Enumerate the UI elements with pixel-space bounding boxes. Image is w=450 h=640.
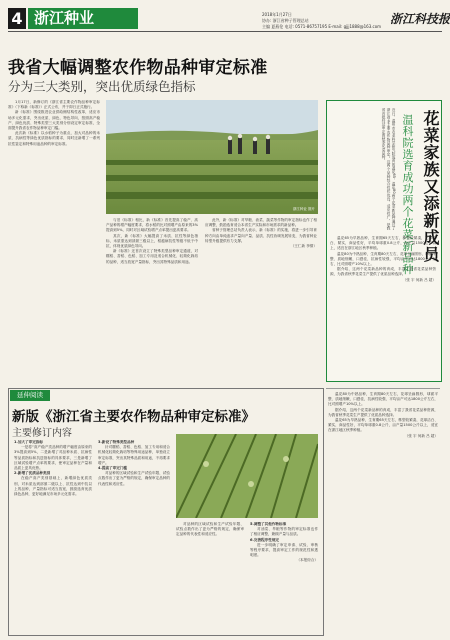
bottom-section-text: 对油菜、旱粮等作物的审定标准也作了相应调整，兼顾产量与品质。 — [250, 527, 318, 537]
side-body-para: 温花80为中熟品种，生育期80天左右，花球呈扁圆形，球面平整、质地细嫩，口感佳，抗病性较强，平均亩产可达1800公斤左右，比对照增产10%以上。 — [330, 251, 436, 267]
side-body-para: 温花65为早熟品种，生育期65天左右，株型较紧凑，花球洁白、紧实，商品性好，平均单球重0.8公斤，亩产量1500公斤以上，适宜在浙江地区秋季种植。 — [330, 236, 436, 251]
lead-col-3 — [205, 218, 317, 378]
side-body-col — [330, 236, 436, 376]
lead-photo — [106, 100, 318, 214]
right-bottom-para: 据介绍，这两个花菜新品种的育成，丰富了我省花菜品种资源，为我省秋季花菜生产提供了优质品种选择。 — [328, 407, 438, 417]
lead-headline: 我省大幅调整农作物品种审定标准 — [8, 58, 268, 78]
right-bottom-credit: （张 宇 何新 吕 超） — [404, 433, 438, 438]
lead-col2-para: 其次，新《标准》大幅提高了米质、抗性等绿色指标，米质需达到部颁三级以上，稻瘟病抗性等级不低于中抗，体现优质绿色导向。 — [106, 233, 198, 249]
bottom-col-3 — [176, 522, 244, 630]
lead-col1-para: 1月17日，新修订的《浙江省主要农作物品种审定标准》（下称新《标准》）正式公布，并于即日正式施行。 — [8, 100, 100, 110]
bottom-section-text: 针对糯稻、香稻、色稻、加工专用和适合机械化轻简化栽培等特殊用途品种，单独设立审定标准，突出其特殊品质和用途，不再要求增产。 — [98, 445, 170, 465]
bottom-credit: （本报综合） — [296, 558, 318, 563]
header-rule — [8, 31, 442, 32]
bottom-col-2 — [98, 440, 170, 630]
side-body-para: 据介绍，这两个花菜新品种的育成，丰富了我省花菜品种资源，为我省秋季花菜生产提供了优质品种选择。 — [330, 267, 436, 277]
bottom-col-1 — [14, 440, 92, 630]
bottom-section-text: 在稳产高产类别基础上，新增绿色优质类别，对米质达到部颁二级以上、抗性达到中抗以上的品种，产量指标可适当放宽，鼓励选育优质绿色品种，更好地满足市场多元化需求。 — [14, 476, 92, 497]
lead-col2-para: 与旧《标准》相比，新《标准》首先提高了稳产、高产品种的增产幅度要求，将水稻的比对照增产由原来的3%提高到5%，同时对区域试验增产点率提出更高要求。 — [106, 218, 198, 233]
right-bottom-para: 温花65为早熟品种，生育期65天左右，株型较紧凑，花球洁白、紧实，商品性好，平均单球重0.8公斤，亩产量1500公斤以上，适宜在浙江地区秋季种植。 — [328, 418, 438, 433]
bottom-photo — [176, 434, 318, 518]
lead-col3-para: 此外，新《标准》对旱粮、油菜、蔬菜等作物的审定指标也作了相应调整，鼓励选育适合本省生产实际和市场需求的新品种。 — [205, 218, 317, 228]
page-number-badge: 4 — [8, 8, 26, 29]
side-body-credit: （张 宇 何新 吕 超） — [402, 277, 436, 282]
bottom-section-title: 5.调整了其他作物标准 — [250, 522, 287, 526]
field-photo-illustration — [106, 100, 318, 214]
bottom-subhead: 主要修订内容 — [12, 428, 72, 439]
section-title: 浙江种业 — [34, 9, 95, 27]
bottom-section-title: 3.新设了特殊类型品种 — [98, 440, 135, 444]
lead-col3-para: 省种子管理总站负责人表示，新《标准》的实施，将进一步引导育种方向由单纯追求产量向产量、品质、抗性协调发展转变，为我省种业转型升级提供有力支撑。 — [205, 228, 317, 243]
bottom-col-4 — [250, 522, 318, 630]
bottom-section-title: 4.提高了审定门槛 — [98, 466, 128, 471]
header-editor-line: 协办: 浙江省种子管理总站 — [262, 18, 309, 23]
bottom-section-text: 进一步明确了审定申请、试验、审核等程序要求，提高审定工作的规范性和透明度。 — [250, 542, 318, 558]
crop-photo-illustration — [176, 434, 318, 518]
lead-col2-para: 新《标准》还首次设立了特殊类型品种审定通道，对糯稻、香稻、色稻、加工专用及适合机械化、轻简化栽培的品种，适当放宽产量指标，突出其特殊品质和用途。 — [106, 249, 198, 264]
bottom-tag: 延伸阅读 — [10, 390, 50, 401]
section-banner — [28, 8, 138, 29]
masthead-logo: 浙江科技报 — [390, 12, 450, 26]
header-contact: 主编 夏燕伦 电话: 0571-86757195 E-mail: gjjj1888@163.com — [262, 24, 382, 29]
bottom-section-text-cont: 对品种的区域试验和生产试验年限、试验点数作出了更为严格的规定，确保审定品种的代表性和适应性。 — [176, 522, 244, 537]
bottom-headline: 新版《浙江省主要农作物品种审定标准》 — [12, 409, 255, 425]
photo-caption: 浙江种业 图片 — [292, 207, 315, 211]
header-date: 2018年1月27日 — [262, 12, 292, 17]
side-headline: 花菜家族又添新成员 — [421, 110, 440, 263]
bottom-section-title: 2.新增了优质品种类别 — [14, 471, 51, 476]
lead-col1-para: 此次新《标准》以水稻种子为重点，加大对品种的米质、抗病性等绿色优质指标的要求，同时还新增了一系列抗性鉴定和特殊用途品种的审定标准。 — [8, 131, 100, 146]
bottom-section-text: 对品种的区域试验和生产试验年限、试验点数作出了更为严格的规定，确保审定品种的代表性和适应性。 — [98, 471, 170, 486]
right-bottom-rule — [326, 388, 440, 389]
bottom-section-title: 6.完善程序性规定 — [250, 537, 280, 542]
lead-subhead: 分为三大类别，突出优质绿色指标 — [8, 79, 196, 94]
right-bottom-para: 温花80为中熟品种，生育期80天左右，花球呈扁圆形，球面平整、质地细嫩，口感佳，抗病性较强，平均亩产可达1800公斤左右，比对照增产10%以上。 — [328, 392, 438, 407]
lead-col3-credit: （王仁新 李倩） — [290, 244, 317, 249]
side-vertical-body: 近日，温州市农业科学研究院选育的温花65、温花80两个花菜新品种通过了浙江省非主要农作物品种审定。这两个品种综合性状优良，适应性广，是我省首批经过审定的秋季花菜品种。 — [382, 108, 396, 230]
lead-col1-para: 新《标准》围绕推进农业供给侧结构性改革，适应市场多元化需求，突出优质、绿色、特色导向，按照高产稳产、绿色优质、特殊类型三大类别分别设定审定标准，全面提升我省农作物品种审定门槛。 — [8, 110, 100, 131]
lead-col-1 — [8, 100, 100, 380]
bottom-section-title: 1.加大了审定指标 — [14, 440, 44, 444]
bottom-section-text: 一是将“高产稳产类品种的增产幅度由原来的3%提高到5%，二是新增了对品种米质、抗病性等品质指标和抗逆指标的具体要求，三是新增了区域试验增产点率的要求，使审定品种在产量和品质上更具优势。 — [14, 445, 92, 471]
side-subhead: 温科院选育成功两个花菜新品种 — [401, 114, 414, 275]
right-bottom-text — [328, 392, 438, 632]
lead-col-2 — [106, 218, 198, 378]
